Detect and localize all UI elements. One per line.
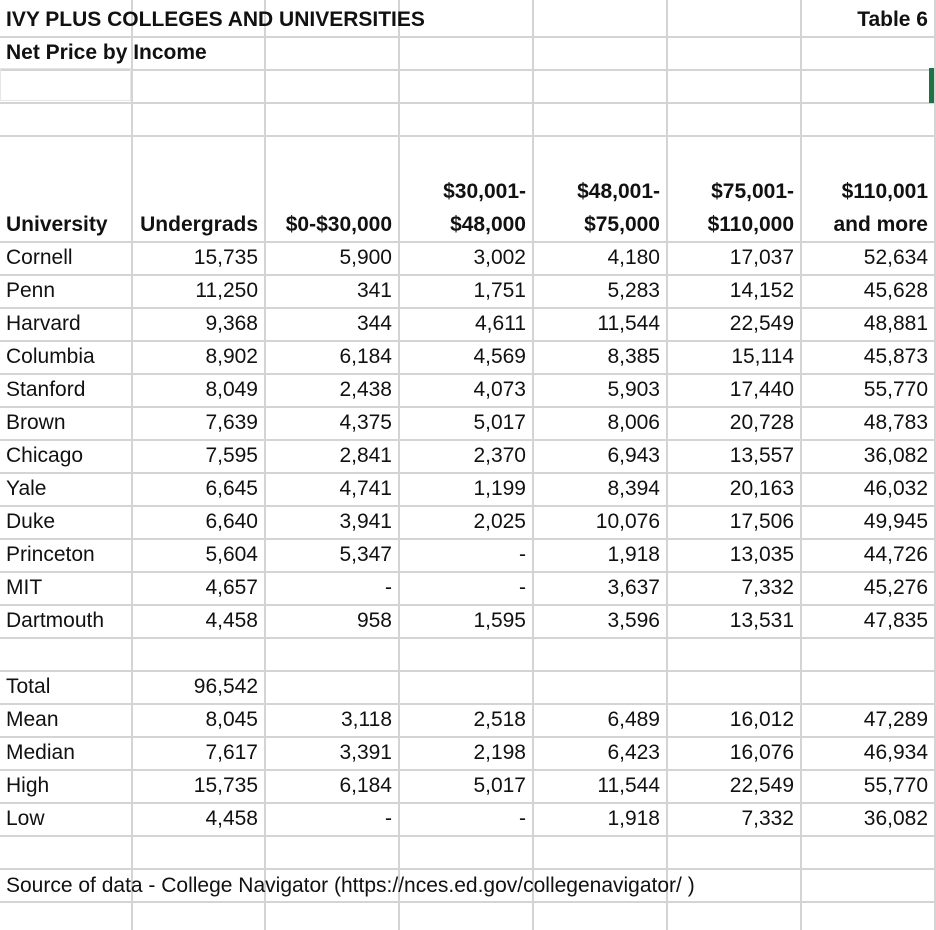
cell-university[interactable]: Chicago [6,444,84,467]
cell-income-110001-plus[interactable]: 36,082 [863,444,928,467]
cell-income-48001-75000[interactable]: 6,943 [607,444,660,467]
header-income-110001-line2[interactable]: and more [833,213,928,236]
cell-undergrads[interactable]: 11,250 [195,279,258,302]
cell-income-48001-75000[interactable]: 11,544 [597,312,660,335]
cell-undergrads[interactable]: 5,604 [205,543,258,566]
cell-income-75001-110000[interactable]: 13,035 [729,543,794,566]
cell-income-75001-110000[interactable]: 15,114 [731,345,794,368]
cell-university[interactable]: Penn [6,279,56,302]
cell-income-75001-110000[interactable]: 16,012 [729,708,794,731]
cell-income-48001-75000[interactable]: 10,076 [595,510,660,533]
cell-income-110001-plus[interactable]: 55,770 [863,774,928,797]
cell-income-110001-plus[interactable]: 46,032 [863,477,928,500]
cell-income-0-30000[interactable]: 344 [356,312,392,335]
cell-income-30001-48000[interactable]: 2,025 [473,510,526,533]
cell-undergrads[interactable]: 15,735 [193,246,258,269]
selection-edge-marker [929,68,934,103]
cell-income-75001-110000[interactable]: 22,549 [729,774,794,797]
table-label[interactable]: Table 6 [857,8,928,31]
cell-undergrads[interactable]: 96,542 [193,675,258,698]
cell-income-0-30000[interactable]: 3,391 [339,741,392,764]
cell-income-0-30000[interactable] [264,670,398,703]
cell-university[interactable]: Princeton [6,543,95,566]
cell-undergrads[interactable]: 7,595 [205,444,258,467]
header-income-48001-line2[interactable]: $75,000 [584,213,660,236]
cell-undergrads[interactable]: 15,735 [193,774,258,797]
cell-undergrads[interactable]: 4,458 [205,609,258,632]
cell-income-110001-plus[interactable]: 49,945 [863,510,928,533]
cell-income-75001-110000[interactable]: 7,332 [741,807,794,830]
cell-income-30001-48000[interactable]: - [519,576,526,599]
cell-income-0-30000[interactable]: 2,438 [339,378,392,401]
cell-income-75001-110000[interactable]: 7,332 [741,576,794,599]
cell-income-0-30000[interactable]: 4,741 [339,477,392,500]
row-divider [0,69,936,71]
source-note[interactable]: Source of data - College Navigator (https://nces.ed.gov/collegenavigator/ ) [6,874,695,897]
cell-income-0-30000[interactable]: 958 [356,609,392,632]
cell-undergrads[interactable]: 8,045 [205,708,258,731]
cell-income-110001-plus[interactable]: 48,881 [863,312,928,335]
page-subtitle[interactable]: Net Price by Income [6,41,207,64]
row-divider [0,135,936,137]
cell-income-30001-48000[interactable]: 5,017 [473,411,526,434]
cell-university[interactable]: Dartmouth [6,609,105,632]
cell-income-0-30000[interactable]: 4,375 [339,411,392,434]
cell-undergrads[interactable]: 8,902 [205,345,258,368]
cell-university[interactable]: Harvard [6,312,81,335]
cell-income-75001-110000[interactable]: 20,728 [729,411,794,434]
cell-income-48001-75000[interactable]: 5,283 [607,279,660,302]
header-undergrads[interactable]: Undergrads [140,213,258,236]
cell-university[interactable]: Cornell [6,246,73,269]
cell-university[interactable]: MIT [6,576,43,599]
header-income-75001-line1[interactable]: $75,001- [711,180,794,203]
row-divider [0,637,936,639]
cell-income-75001-110000[interactable]: 13,531 [729,609,794,632]
cell-undergrads[interactable]: 8,049 [205,378,258,401]
cell-income-75001-110000[interactable]: 22,549 [729,312,794,335]
cell-income-48001-75000[interactable]: 1,918 [607,543,660,566]
cell-university[interactable]: Columbia [6,345,95,368]
cell-income-0-30000[interactable]: 3,941 [339,510,392,533]
cell-income-30001-48000[interactable]: 4,073 [473,378,526,401]
cell-income-110001-plus[interactable]: 48,783 [863,411,928,434]
cell-university[interactable]: Median [6,741,75,764]
cell-undergrads[interactable]: 6,640 [205,510,258,533]
cell-income-48001-75000[interactable]: 1,918 [607,807,660,830]
cell-undergrads[interactable]: 7,617 [205,741,258,764]
cell-income-30001-48000[interactable]: - [519,807,526,830]
cell-income-75001-110000[interactable]: 20,163 [729,477,794,500]
cell-income-75001-110000[interactable]: 13,557 [729,444,794,467]
cell-income-110001-plus[interactable]: 47,835 [863,609,928,632]
cell-income-48001-75000[interactable]: 4,180 [607,246,660,269]
selected-cell[interactable] [0,68,131,101]
header-income-110001-line1[interactable]: $110,001 [841,180,928,203]
cell-income-110001-plus[interactable]: 45,276 [863,576,928,599]
cell-university[interactable]: Low [6,807,45,830]
cell-income-0-30000[interactable]: 3,118 [341,708,392,731]
cell-income-0-30000[interactable]: 2,841 [339,444,392,467]
cell-university[interactable]: High [6,774,50,797]
cell-income-48001-75000[interactable] [532,670,666,703]
cell-undergrads[interactable]: 4,657 [205,576,258,599]
cell-university[interactable]: Stanford [6,378,86,401]
cell-income-30001-48000[interactable]: 3,002 [473,246,526,269]
cell-income-75001-110000[interactable]: 17,440 [729,378,794,401]
row-divider [0,102,936,104]
cell-income-30001-48000[interactable] [398,670,532,703]
cell-income-75001-110000[interactable]: 14,152 [729,279,794,302]
cell-income-48001-75000[interactable]: 6,489 [607,708,660,731]
cell-university[interactable]: Total [6,675,51,698]
cell-income-30001-48000[interactable]: 4,569 [473,345,526,368]
header-income-75001-line2[interactable]: $110,000 [707,213,794,236]
cell-income-0-30000[interactable]: 5,347 [339,543,392,566]
cell-income-0-30000[interactable]: 6,184 [339,774,392,797]
cell-undergrads[interactable]: 6,645 [205,477,258,500]
header-income-30001-line1[interactable]: $30,001- [443,180,526,203]
cell-income-48001-75000[interactable]: 8,006 [607,411,660,434]
cell-income-30001-48000[interactable]: 1,751 [473,279,526,302]
cell-income-48001-75000[interactable]: 3,596 [607,609,660,632]
header-income-48001-line1[interactable]: $48,001- [577,180,660,203]
header-income-30001-line2[interactable]: $48,000 [450,213,526,236]
cell-undergrads[interactable]: 9,368 [205,312,258,335]
cell-income-110001-plus[interactable]: 45,873 [863,345,928,368]
cell-income-48001-75000[interactable]: 5,903 [607,378,660,401]
cell-income-30001-48000[interactable]: 1,595 [473,609,526,632]
cell-income-30001-48000[interactable]: 2,370 [473,444,526,467]
cell-income-110001-plus[interactable]: 36,082 [863,807,928,830]
cell-income-48001-75000[interactable]: 6,423 [607,741,660,764]
cell-university[interactable]: Yale [6,477,47,500]
page-title[interactable]: IVY PLUS COLLEGES AND UNIVERSITIES [6,8,425,31]
cell-income-0-30000[interactable]: 6,184 [339,345,392,368]
cell-income-0-30000[interactable]: - [385,576,392,599]
header-income-0-30000[interactable]: $0-$30,000 [285,213,392,236]
cell-income-110001-plus[interactable]: 52,634 [863,246,928,269]
cell-income-110001-plus[interactable]: 44,726 [863,543,928,566]
header-university[interactable]: University [6,213,108,236]
cell-income-48001-75000[interactable]: 3,637 [607,576,660,599]
cell-income-110001-plus[interactable]: 55,770 [863,378,928,401]
cell-income-48001-75000[interactable]: 11,544 [597,774,660,797]
cell-income-110001-plus[interactable]: 46,934 [863,741,928,764]
cell-income-110001-plus[interactable]: 47,289 [863,708,928,731]
cell-income-110001-plus[interactable] [800,670,934,703]
cell-income-30001-48000[interactable]: 2,198 [473,741,526,764]
cell-income-0-30000[interactable]: 341 [356,279,392,302]
cell-income-110001-plus[interactable]: 45,628 [863,279,928,302]
cell-income-0-30000[interactable]: - [385,807,392,830]
cell-income-30001-48000[interactable]: - [519,543,526,566]
cell-income-75001-110000[interactable]: 17,506 [729,510,794,533]
cell-income-75001-110000[interactable]: 16,076 [729,741,794,764]
cell-university[interactable]: Brown [6,411,66,434]
cell-income-30001-48000[interactable]: 2,518 [473,708,526,731]
cell-income-30001-48000[interactable]: 1,199 [473,477,526,500]
cell-income-75001-110000[interactable] [666,670,800,703]
cell-income-75001-110000[interactable]: 17,037 [729,246,794,269]
cell-university[interactable]: Duke [6,510,56,533]
cell-undergrads[interactable]: 7,639 [205,411,258,434]
cell-undergrads[interactable]: 4,458 [205,807,258,830]
cell-income-48001-75000[interactable]: 8,385 [607,345,660,368]
cell-income-30001-48000[interactable]: 4,611 [475,312,526,335]
cell-university[interactable]: Mean [6,708,59,731]
cell-income-0-30000[interactable]: 5,900 [339,246,392,269]
row-divider [0,835,936,837]
cell-income-30001-48000[interactable]: 5,017 [473,774,526,797]
cell-income-48001-75000[interactable]: 8,394 [607,477,660,500]
